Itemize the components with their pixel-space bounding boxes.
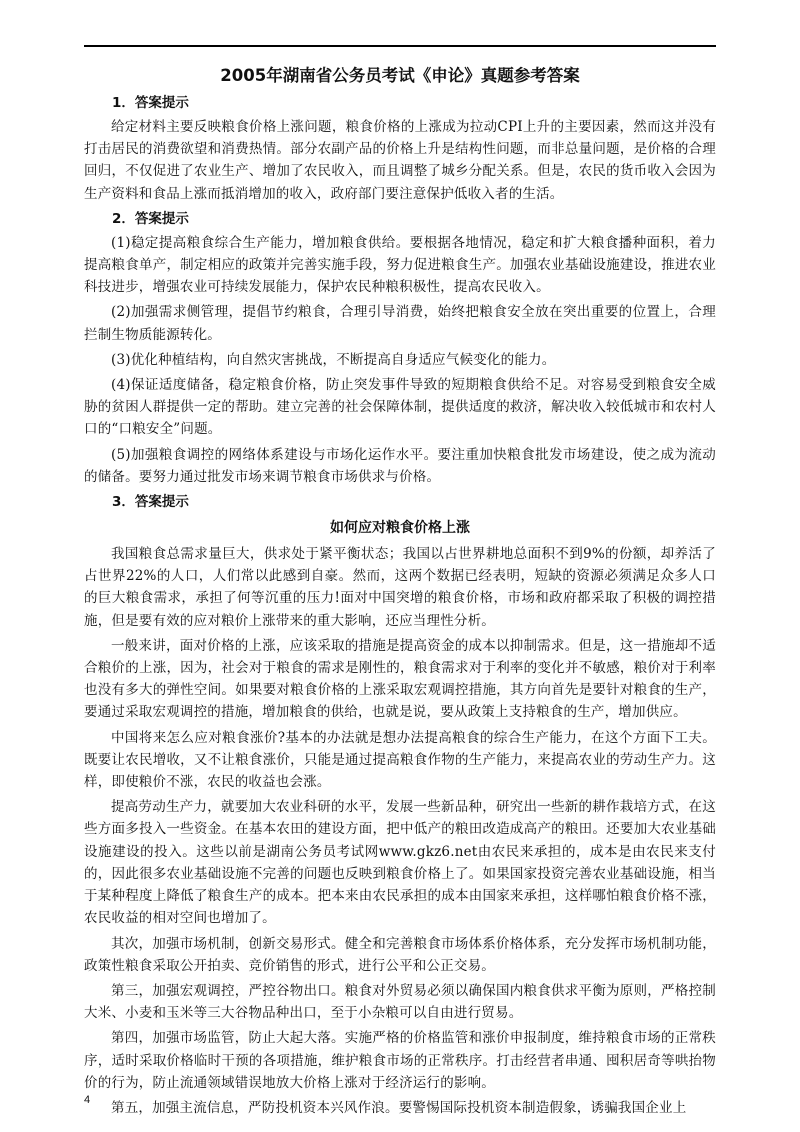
section-2 bbox=[84, 208, 716, 488]
section-heading: 3．答案提示 bbox=[112, 494, 189, 511]
section-heading: 2．答案提示 bbox=[112, 210, 189, 227]
paragraph: (1)稳定提高粮食综合生产能力，增加粮食供给。要根据各地情况，稳定和扩大粮食播种面积，着力提高粮食单产，制定相应的政策并完善实施手段，努力促进粮食生产。加强农业基础设施建设，推进农业科技进步，增强农业可持续发展能力，保护农民种粮积极性，提高农民收入。 bbox=[84, 234, 716, 296]
essay-title: 如何应对粮食价格上涨 bbox=[330, 520, 470, 537]
paragraph: (2)加强需求侧管理，提倡节约粮食，合理引导消费，始终把粮食安全放在突出重要的位置上，合理拦制生物质能源转化。 bbox=[84, 304, 716, 343]
paragraph: (4)保证适度储备，稳定粮食价格，防止突发事件导致的短期粮食供给不足。对容易受到粮食安全威胁的贫困人群提供一定的帮助。建立完善的社会保障体制，提供适度的救济，解决收入较低城市和农村人口的“口粮安全”问题。 bbox=[84, 377, 716, 438]
section-1 bbox=[84, 92, 716, 205]
section-3 bbox=[84, 491, 716, 1119]
section-heading: 1．答案提示 bbox=[112, 95, 189, 111]
paragraph: 第五，加强主流信息，严防投机资本兴风作浪。要警惕国际投机资本制造假象，诱骗我国企业上 bbox=[111, 1099, 687, 1116]
paragraph: 提高劳动生产力，就要加大农业科研的水平，发展一些新品种，研究出一些新的耕作栽培方式，在这些方面多投入一些资金。在基本农田的建设方面，把中低产的粮田改造成高产的粮田。还要加大农业基础设施建设的投入。这些以前是湖南公务员考试网www.gkz6.net由农民来承担的，成本是由农民来支付的，因此很多农业基础设施不完善的问题也反映到粮食价格上了。如果国家投资完善农业基础设施，相当于某种程度上降低了粮食生产的成本。把本来由农民承担的成本由国家来承担，这样哪怕粮食价格不涨，农民收益的相对空间也增加了。 bbox=[84, 799, 716, 927]
paragraph: 第三，加强宏观调控，严控谷物出口。粮食对外贸易必须以确保国内粮食供求平衡为原则，严格控制大米、小麦和玉米等三大谷物品种出口，至于小杂粮可以自由进行贸易。 bbox=[84, 982, 716, 1022]
paragraph: 其次，加强市场机制，创新交易形式。健全和完善粮食市场体系价格体系，充分发挥市场机制功能，政策性粮食采取公开拍卖、竞价销售的形式，进行公平和公正交易。 bbox=[84, 935, 716, 974]
paragraph: 给定材料主要反映粮食价格上涨问题，粮食价格的上涨成为拉动CPI上升的主要因素，然而这并没有打击居民的消费欲望和消费热情。部分农副产品的价格上升是结构性问题，而非总量问题，是价格的合理回归，不仅促进了农业生产、增加了农民收入，而且调整了城乡分配关系。但是，农民的货币收入会因为生产资料和食品上涨而抵消增加的收入，政府部门要注意保护低收入者的生活。 bbox=[84, 119, 716, 202]
paragraph: (3)优化种植结构，向自然灾害挑战，不断提高自身适应气候变化的能力。 bbox=[111, 351, 556, 368]
paragraph: (5)加强粮食调控的网络体系建设与市场化运作水平。要注重加快粮食批发市场建设，使之成为流动的储备。要努力通过批发市场来调节粮食市场供求与价格。 bbox=[84, 446, 716, 485]
page-number: 4 bbox=[84, 1094, 91, 1106]
paragraph: 中国将来怎么应对粮食涨价?基本的办法就是想办法提高粮食的综合生产能力，在这个方面下工夫。既要让农民增收，又不让粮食涨价，只能是通过提高粮食作物的生产能力，来提高农业的劳动生产力。这样，即使粮价不涨，农民的收益也会涨。 bbox=[84, 729, 716, 791]
paragraph: 一般来讲，面对价格的上涨，应该采取的措施是提高资金的成本以抑制需求。但是，这一措施却不适合粮价的上涨，因为，社会对于粮食的需求是刚性的，粮食需求对于利率的变化并不敏感，粮价对于利率也没有多大的弹性空间。如果要对粮食价格的上涨采取宏观调控措施，其方向首先是要针对粮食的生产，要通过采取宏观调控的措施，增加粮食的供给，也就是说，要从政策上支持粮食的生产，增加供应。 bbox=[84, 637, 716, 721]
paragraph: 第四，加强市场监管，防止大起大落。实施严格的价格监管和涨价申报制度，维持粮食市场的正常秩序，适时采取价格临时干预的各项措施，维护粮食市场的正常秩序。打击经营者串通、囤积居奇等哄抬物价的行为，防止流通领域错误地放大价格上涨对于经济运行的影响。 bbox=[84, 1030, 716, 1091]
document-title: 2005年湖南省公务员考试《申论》真题参考答案 bbox=[220, 66, 580, 85]
document-body bbox=[84, 92, 716, 1122]
paragraph: 我国粮食总需求量巨大，供求处于紧平衡状态；我国以占世界耕地总面积不到9%的份额，却养活了占世界22%的人口，人们常以此感到自豪。然而，这两个数据已经表明，短缺的资源必须满足众多人口的巨大粮食需求，承担了何等沉重的压力!面对中国突增的粮食价格，市场和政府都采取了积极的调控措施，但是要有效的应对粮价上涨带来的重大影响，还应当理性分析。 bbox=[84, 546, 716, 629]
header-rule bbox=[84, 45, 716, 47]
